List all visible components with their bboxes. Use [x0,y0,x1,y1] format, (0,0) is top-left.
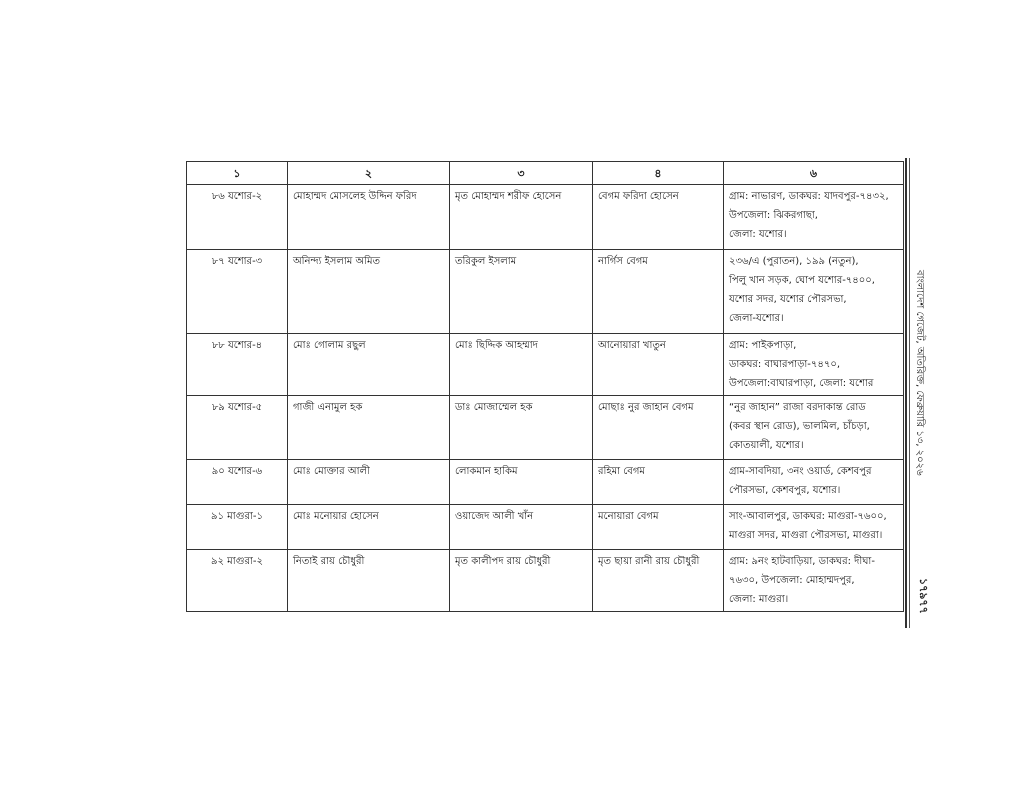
margin-rule-thin [909,158,910,628]
table-row [187,460,904,505]
table-row [187,250,904,334]
candidate-name-cell: মোঃ গোলাম রছুল [288,334,450,396]
seat-cell: ৮৬ যশোর-২ [187,185,288,250]
address-line: জেলা: যশোর। [729,229,787,240]
spouse-name-cell: মৃত ছায়া রানী রায় চৌধুরী [593,550,724,612]
address-line: গ্রাম-সাবদিয়া, ৩নং ওয়ার্ড, কেশবপুর [729,466,872,477]
spouse-name-cell: আনোয়ারা খাতুন [593,334,724,396]
running-header: বাংলাদেশ গেজেট, অতিরিক্ত, ফেব্রুয়ারি ১৩, ২০২৬ [914,270,925,476]
address-line: (কবর স্থান রোড), ভালমিল, চাঁচড়া, [729,421,870,432]
page-number: ১৭৯৭৭ [917,578,930,614]
spouse-name-cell: রহিমা বেগম [593,460,724,505]
table-row [187,505,904,550]
candidate-name-cell: মোহাম্মদ মোসলেহ উদ্দিন ফরিদ [288,185,450,250]
column-header-1: ১ [187,162,288,185]
address-cell [724,185,904,250]
spouse-name-cell: নার্গিস বেগম [593,250,724,334]
address-line: কোতয়ালী, যশোর। [729,440,804,451]
address-line: “নুর জাহান” রাজা বরদাকান্ত রোড [729,402,866,413]
seat-cell: ৯১ মাগুরা-১ [187,505,288,550]
address-line: পিলু খান সড়ক, ঘোপ যশোর-৭৪০০, [729,275,875,286]
column-header-2: ২ [288,162,450,185]
seat-cell: ৮৯ যশোর-৫ [187,396,288,460]
address-line: গ্রাম: পাইকপাড়া, [729,340,797,351]
candidate-name-cell: গাজী এনামুল হক [288,396,450,460]
father-name-cell: লোকমান হাকিম [450,460,593,505]
address-cell [724,334,904,396]
column-header-3: ৩ [450,162,593,185]
candidate-name-cell: নিতাই রায় চৌধুরী [288,550,450,612]
candidate-name-cell: অনিন্দ্য ইসলাম অমিত [288,250,450,334]
father-name-cell: মোঃ ছিদ্দিক আহম্মাদ [450,334,593,396]
column-header-4: ৪ [593,162,724,185]
column-header-6: ৬ [724,162,904,185]
seat-cell: ৯২ মাগুরা-২ [187,550,288,612]
address-line: জেলা-যশোর। [729,313,784,324]
seat-cell: ৮৭ যশোর-৩ [187,250,288,334]
father-name-cell: মৃত মোহাম্মদ শরীফ হোসেন [450,185,593,250]
address-line: গ্রাম: ৯নং হাটবাড়িয়া, ডাকঘর: দীঘা- [729,556,875,567]
spouse-name-cell: মোছাঃ নুর জাহান বেগম [593,396,724,460]
spouse-name-cell: মনোয়ারা বেগম [593,505,724,550]
table-row [187,185,904,250]
table-row [187,396,904,460]
address-line: ডাকঘর: বাঘারপাড়া-৭৪৭০, [729,359,841,370]
address-line: মাগুরা সদর, মাগুরা পৌরসভা, মাগুরা। [729,530,883,541]
table-header-row [187,162,904,185]
candidate-name-cell: মোঃ মোক্তার আলী [288,460,450,505]
address-line: ৭৬৩০, উপজেলা: মোহাম্মদপুর, [729,575,855,586]
table-row [187,334,904,396]
address-cell [724,460,904,505]
address-line: যশোর সদর, যশোর পৌরসভা, [729,294,847,305]
candidate-name-cell: মোঃ মনোয়ার হোসেন [288,505,450,550]
address-line: জেলা: মাগুরা। [729,594,789,605]
address-line: গ্রাম: নাভারণ, ডাকঘর: যাদবপুর-৭৪৩২, [729,191,889,202]
father-name-cell: ওয়াজেদ আলী খাঁন [450,505,593,550]
table-row [187,550,904,612]
address-line: ২৩৬/এ (পুরাতন), ১৯৯ (নতুন), [729,256,859,267]
margin-rule [905,158,907,628]
seat-cell: ৮৮ যশোর-৪ [187,334,288,396]
candidate-table [186,161,904,612]
father-name-cell: মৃত কালীপদ রায় চৌধুরী [450,550,593,612]
seat-cell: ৯০ যশোর-৬ [187,460,288,505]
father-name-cell: তরিকুল ইসলাম [450,250,593,334]
address-cell [724,250,904,334]
father-name-cell: ডাঃ মোজাম্মেল হক [450,396,593,460]
address-line: সাং-আবালপুর, ডাকঘর: মাগুরা-৭৬০০, [729,511,887,522]
address-cell [724,505,904,550]
address-cell [724,396,904,460]
spouse-name-cell: বেগম ফরিদা হোসেন [593,185,724,250]
address-line: উপজেলা: ঝিকরগাছা, [729,210,818,221]
address-cell [724,550,904,612]
address-line: পৌরসভা, কেশবপুর, যশোর। [729,485,841,496]
address-line: উপজেলা:বাঘারপাড়া, জেলা: যশোর [729,378,874,389]
